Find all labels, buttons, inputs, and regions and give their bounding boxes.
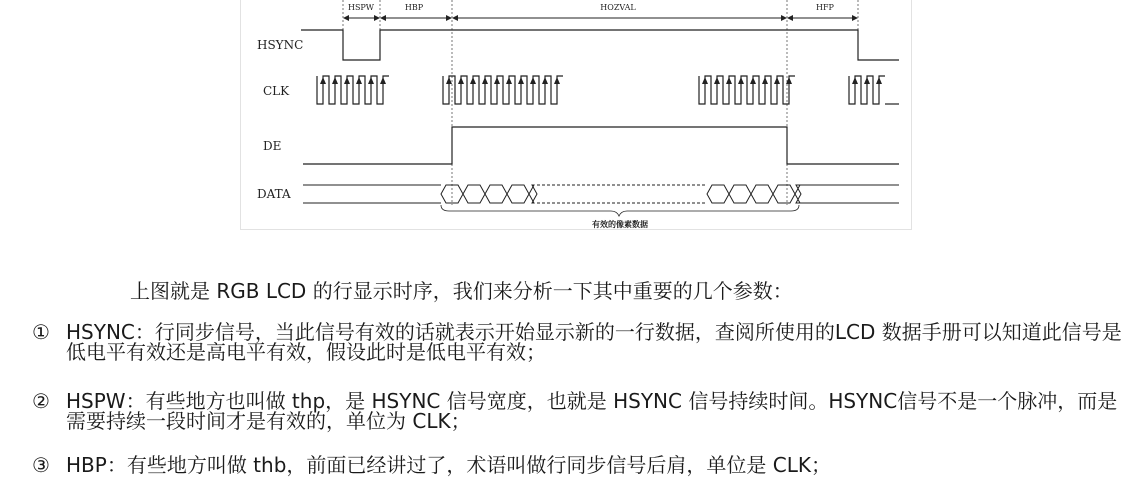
data-pixel-cell xyxy=(463,185,485,203)
data-pixel-cell xyxy=(729,185,751,203)
clk-pulse-train xyxy=(849,76,885,104)
hbp-label: HBP xyxy=(404,3,424,12)
item-number: ③ xyxy=(32,453,50,477)
clk-pulse-train xyxy=(443,76,563,104)
data-pixel-cell xyxy=(529,185,537,203)
hfp-label: HFP xyxy=(816,3,834,12)
item-text: HBP：有些地方叫做 thb，前面已经讲过了，术语叫做行同步信号后肩，单位是 CLK； xyxy=(66,453,831,477)
valid-data-brace xyxy=(441,205,799,216)
hsync-signal-label: HSYNC xyxy=(257,38,304,52)
data-bus-waveform xyxy=(303,185,899,203)
data-pixel-cell xyxy=(795,185,801,203)
hsync-waveform xyxy=(301,30,899,60)
data-pixel-cell xyxy=(707,185,729,203)
timing-diagram-svg xyxy=(241,0,913,230)
item-text: HSYNC：行同步信号，当此信号有效的话就表示开始显示新的一行数据，查阅所使用的LCD 数据手册可以知道此信号是低电平有效还是高电平有效，假设此时是低电平有效； xyxy=(66,320,1122,364)
hspw-label: HSPW xyxy=(347,3,375,12)
clk-pulse-train xyxy=(317,76,389,104)
segment-boundaries xyxy=(343,0,858,205)
item-text: HSPW：有些地方也叫做 thp，是 HSYNC 信号宽度，也就是 HSYNC 信号持续时间。HSYNC信号不是一个脉冲，而是需要持续一段时间才是有效的，单位为 CLK； xyxy=(66,389,1118,433)
de-signal-label: DE xyxy=(263,139,282,153)
clk-waveform xyxy=(317,76,899,104)
data-signal-label: DATA xyxy=(257,187,291,201)
item-number: ② xyxy=(32,389,50,413)
data-pixel-cell xyxy=(773,185,795,203)
timing-diagram xyxy=(240,0,912,230)
de-waveform xyxy=(303,127,899,164)
data-pixel-cell xyxy=(485,185,507,203)
data-pixel-cell xyxy=(507,185,529,203)
item-number: ① xyxy=(32,320,50,344)
valid-pixel-data-caption: 有效的像素数据 xyxy=(592,220,648,229)
clk-pulse-train xyxy=(699,76,795,104)
intro-paragraph: 上图就是 RGB LCD 的行显示时序，我们来分析一下其中重要的几个参数： xyxy=(130,279,793,303)
data-pixel-cell xyxy=(751,185,773,203)
clk-signal-label: CLK xyxy=(263,84,290,98)
hozval-label: HOZVAL xyxy=(600,3,636,12)
